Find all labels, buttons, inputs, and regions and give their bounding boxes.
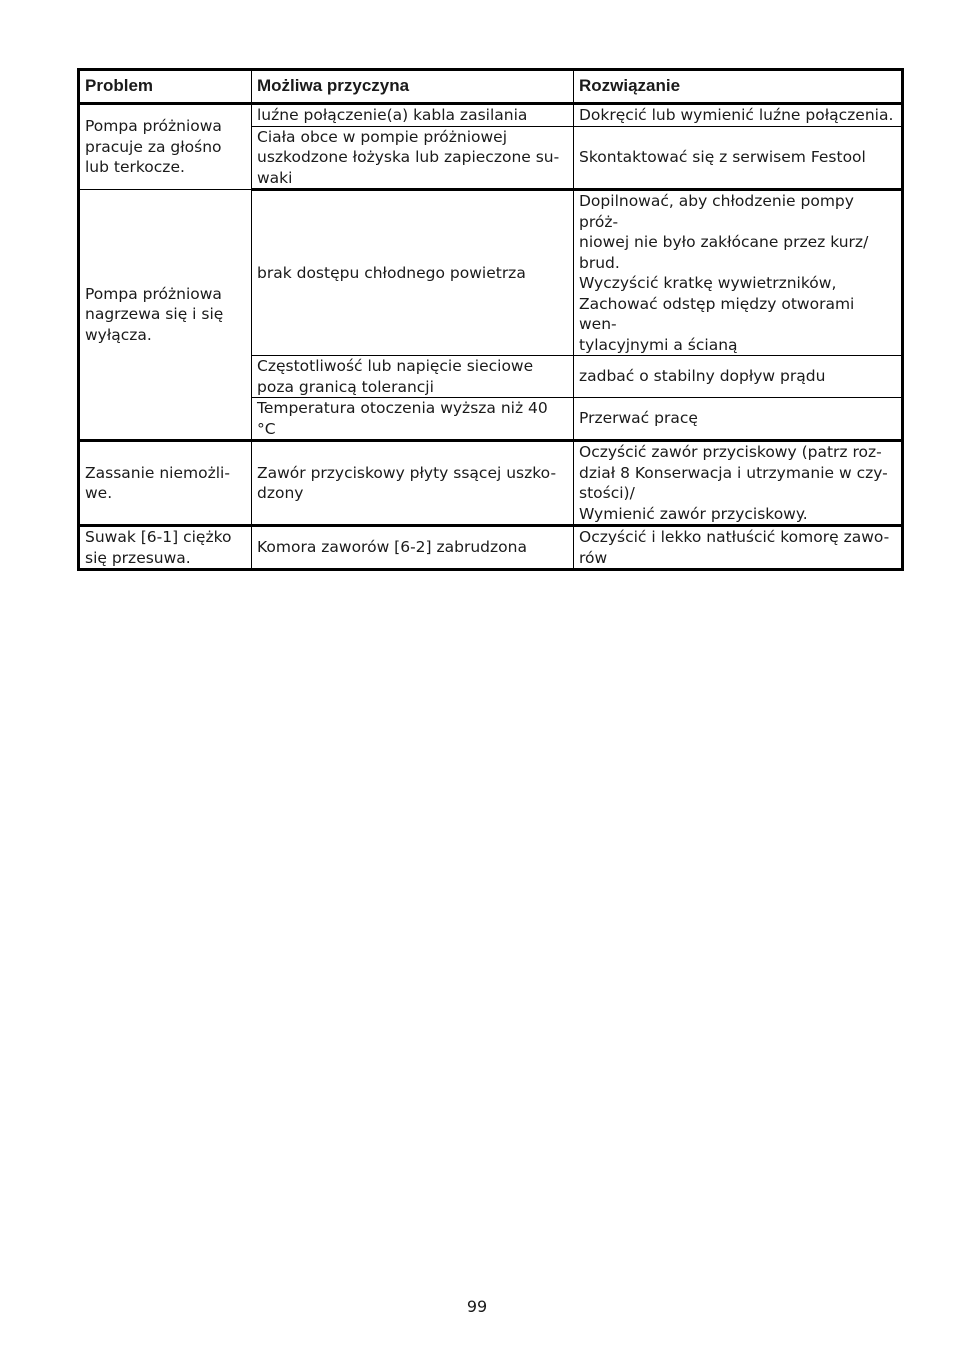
cause-cell: Komora zaworów [6-2] zabrudzona [252, 526, 574, 570]
table-row [79, 104, 903, 127]
header-problem: Problem [79, 70, 252, 104]
problem-cell: Suwak [6-1] ciężko się przesuwa. [79, 526, 252, 570]
problem-cell: Pompa próżniowa nagrzewa się i się wyłącza. [79, 190, 252, 441]
table-row [79, 526, 903, 570]
cause-cell: luźne połączenie(a) kabla zasilania [252, 104, 574, 127]
cause-cell: Częstotliwość lub napięcie sieciowe poza granicą tolerancji [252, 356, 574, 398]
header-solution: Rozwiązanie [574, 70, 903, 104]
solution-cell: Dopilnować, aby chłodzenie pompy próż- niowej nie było zakłócane przez kurz/ brud. Wyczyścić kratkę wywietrzników, Zachować odstęp między otworami wen- tylacyjnymi a ścianą [574, 190, 903, 356]
page-number: 99 [466, 1297, 488, 1316]
table-header-row [79, 70, 903, 104]
cause-cell: Temperatura otoczenia wyższa niż 40 °C [252, 398, 574, 441]
header-cause: Możliwa przyczyna [252, 70, 574, 104]
solution-cell: Oczyścić i lekko natłuścić komorę zawo- rów [574, 526, 903, 570]
solution-cell: Skontaktować się z serwisem Festool [574, 126, 903, 190]
solution-cell: Dokręcić lub wymienić luźne połączenia. [574, 104, 903, 127]
table-row [79, 441, 903, 526]
cause-cell: Ciała obce w pompie próżniowej uszkodzone łożyska lub zapieczone su- waki [252, 126, 574, 190]
problem-cell: Zassanie niemożli- we. [79, 441, 252, 526]
problem-cell: Pompa próżniowa pracuje za głośno lub terkocze. [79, 104, 252, 190]
solution-cell: Oczyścić zawór przyciskowy (patrz roz- dział 8 Konserwacja i utrzymanie w czy- stości)/ Wymienić zawór przyciskowy. [574, 441, 903, 526]
solution-cell: Przerwać pracę [574, 398, 903, 441]
table-row [79, 190, 903, 356]
solution-cell: zadbać o stabilny dopływ prądu [574, 356, 903, 398]
troubleshooting-table [77, 68, 904, 571]
cause-cell: Zawór przyciskowy płyty ssącej uszko- dzony [252, 441, 574, 526]
cause-cell: brak dostępu chłodnego powietrza [252, 190, 574, 356]
